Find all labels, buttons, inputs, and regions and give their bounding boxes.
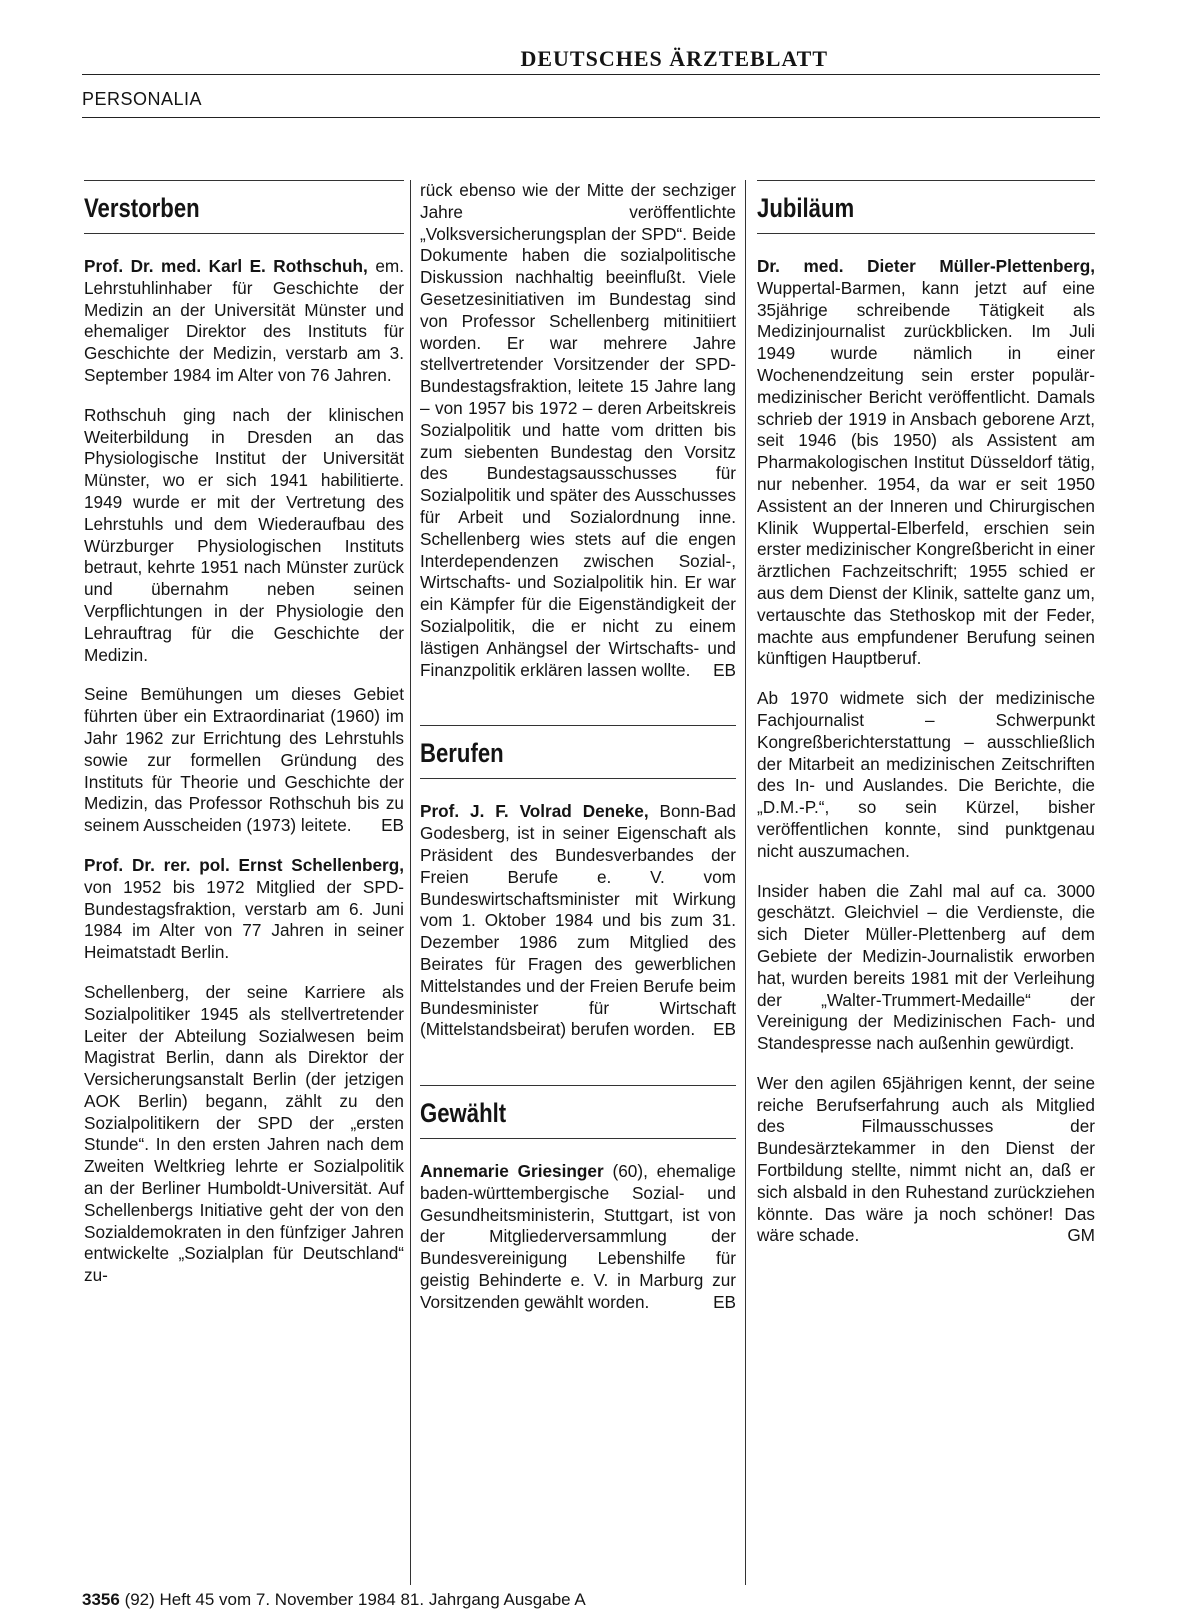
page-number: 3356 (82, 1590, 120, 1609)
paragraph-text: Bonn-Bad Godesberg, ist in seiner Eigenschaft als Präsident des Bundesverbandes der Freien Berufe e. V. vom Bundeswirtschaftsminister mit Wirkung vom 1. Oktober 1984 und bis zum 31. Dezember 1986 zum Mitglied des Beirates für Fragen des gewerblichen Mittelstandes und der Freien Berufe beim Bundesminister für Wirtschaft (Mittelstandsbeirat) berufen worden. (420, 801, 736, 1040)
section-heading: Gewählt (420, 1098, 507, 1129)
paragraph: Ab 1970 widmete sich der medizinische Fachjournalist – Schwerpunkt Kongreßberichterstattung – ausschließlich der Mitarbeit an medizinischen Zeitschriften des In- und Auslandes. Die Berichte, die „D.M.-P.“, so sein Kürzel, bisher veröffentlichen konnte, sind punktgenau nicht auszumachen. (757, 688, 1095, 861)
paragraph (757, 1073, 1095, 1247)
section-heading: Verstorben (84, 193, 200, 223)
author-signature: EB (713, 1291, 736, 1312)
anniversary-mueller-plettenberg (757, 256, 1095, 670)
person-name: Prof. Dr. med. Karl E. Rothschuh, (84, 256, 368, 276)
appointment-deneke (420, 801, 736, 1041)
paragraph-text: Seine Bemühungen um dieses Gebiet führten über ein Extraordinariat (1960) im Jahr 1962 zur Errichtung des Lehrstuhls sowie zur formellen Gründung des Instituts für Theorie und Geschichte der Medizin, das Professor Rothschuh bis zu seinem Ausscheiden (1973) leitete. (84, 684, 404, 836)
paragraph-text: Wuppertal-Barmen, kann jetzt auf eine 35jährige schreibende Tätigkeit als Medizinjournalist zurückblicken. Im Juli 1949 wurde nämlich in einer Wochenendzeitung sein erster populär-medizinischer Bericht veröffentlicht. Damals schrieb der 1919 in Ansbach geborene Arzt, seit 1946 (bis 1950) als Assistent am Pharmakologischen Institut Düsseldorf tätig, nur nebenher. 1954, da war er seit 1950 Assistent an der Inneren und Chirurgischen Klinik Wuppertal-Elberfeld, erschien sein erster medizinischer Kongreßbericht in einer ärztlichen Fachzeitschrift; 1955 schied er aus dem Dienst der Klinik, sattelte ganz um, vertauschte das Stethoskop mit der Feder, machte aus empfundener Berufung seinen künftigen Hauptberuf. (757, 277, 1095, 669)
paragraph: Schellenberg, der seine Karriere als Sozialpolitiker 1945 als stellvertretender Leiter der Abteilung Sozialwesen beim Magistrat Berlin, dann als Direktor der Versicherungsanstalt Berlin (der jetzigen AOK Berlin) begann, zählt zu den Sozialpolitikern der SPD der „ersten Stunde“. In den ersten Jahren nach dem Zweiten Weltkrieg lehrte er Sozialpolitik an der Berliner Humboldt-Universität. Auf Schellenbergs Initiative geht der von den Sozialdemokraten in den fünfziger Jahren entwickelte „Sozialplan für Deutschland“ zu- (84, 981, 404, 1286)
person-name: Annemarie Griesinger (420, 1161, 604, 1182)
column-1 (84, 180, 404, 1305)
paragraph-text: rück ebenso wie der Mitte der sechziger Jahre veröffentlichte „Volksversicherungsplan der SPD“. Beide Dokumente haben die sozialpolitische Diskussion nachhaltig beeinflußt. Viele Gesetzesinitiativen im Bundestag sind von Professor Schellenberg mitinitiiert worden. Er war mehrere Jahre stellvertretender Vorsitzender der SPD-Bundestagsfraktion, leitete 15 Jahre lang – von 1957 bis 1972 – deren Arbeitskreis Sozialpolitik und hatte vom dritten bis zum siebenten Bundestag den Vorsitz des Bundestagsausschusses für Sozialpolitik und später des Ausschusses für Arbeit und Sozialordnung inne. Schellenberg wies stets auf die engen Interdependenzen zwischen Sozial-, Wirtschafts- und Sozialpolitik hin. Er war ein Kämpfer für die Eigenständigkeit der Sozialpolitik, die er nicht zu einem lästigen Anhängsel der Wirtschafts- und Finanzpolitik erklären lassen wollte. (420, 180, 736, 680)
page-footer (82, 1590, 586, 1610)
column-2 (420, 180, 736, 1332)
paragraph-text: em. Lehrstuhlinhaber für Geschichte der Medizin an der Universität Münster und ehemaliger Direktor des Instituts für Geschichte der Medizin, verstarb am 3. September 1984 im Alter von 76 Jahren. (84, 256, 404, 385)
column-divider-2 (745, 180, 746, 1585)
heading-gewaehlt (420, 1085, 736, 1139)
obituary-rothschuh (84, 256, 404, 387)
heading-rule-bottom (84, 233, 404, 234)
paragraph (84, 684, 404, 837)
paragraph (420, 180, 736, 681)
election-griesinger (420, 1161, 736, 1314)
section-heading: Jubiläum (757, 193, 855, 223)
author-signature: EB (713, 659, 736, 680)
issue-info: (92) Heft 45 vom 7. November 1984 81. Jahrgang Ausgabe A (124, 1590, 586, 1609)
paragraph: Rothschuh ging nach der klinischen Weiterbildung in Dresden an das Physiologische Institut der Universität Münster, wo er sich 1941 habilitierte. 1949 wurde er mit der Vertretung des Lehrstuhls und dem Wiederaufbau des Würzburger Physiologischen Instituts betraut, kehrte 1951 nach Münster zurück und übernahm neben seinen Verpflichtungen in der Physiologie den Lehrauftrag für die Geschichte der Medizin. (84, 404, 404, 665)
paragraph-text: Wer den agilen 65jährigen kennt, der seine reiche Berufserfahrung auch als Mitglied des Filmausschusses der Bundesärztekammer in den Dienst der Fortbildung stellte, nimmt nicht an, daß er sich alsbald in den Ruhestand zurückziehen könnte. Das wäre ja noch schöner! Das wäre schade. (757, 1072, 1095, 1246)
author-signature: EB (713, 1019, 736, 1040)
person-name: Dr. med. Dieter Müller-Plettenberg, (757, 256, 1095, 276)
heading-rule-bottom (757, 233, 1095, 234)
paragraph-text: (60), ehemalige baden-württembergische Sozial- und Gesundheitsministerin, Stuttgart, ist von der Mitgliederversammlung der Bundesvereinigung Lebenshilfe für geistig Behinderte e. V. in Marburg zur Vorsitzenden gewählt worden. (420, 1161, 736, 1312)
heading-jubilaeum (757, 180, 1095, 234)
heading-rule-top (84, 180, 404, 181)
author-signature: GM (1067, 1225, 1095, 1246)
heading-verstorben (84, 180, 404, 234)
section-rule (82, 117, 1100, 118)
heading-rule-top (757, 180, 1095, 181)
masthead: DEUTSCHES ÄRZTEBLATT (520, 46, 828, 71)
heading-rule-bottom (420, 778, 736, 779)
author-signature: EB (381, 815, 404, 836)
heading-rule-top (420, 725, 736, 726)
heading-rule-bottom (420, 1138, 736, 1139)
paragraph: Insider haben die Zahl mal auf ca. 3000 geschätzt. Gleichviel – die Verdienste, die sich Dieter Müller-Plettenberg auf dem Gebiete der Medizin-Journalistik erworben hat, wurden bereits 1981 mit der Verleihung der „Walter-Trummert-Medaille“ der Vereinigung der Medizinischen Fach- und Standespresse nach außenhin gewürdigt. (757, 880, 1095, 1054)
heading-berufen (420, 725, 736, 779)
person-name: Prof. J. F. Volrad Deneke, (420, 801, 649, 822)
masthead-rule (82, 74, 1100, 75)
section-heading: Berufen (420, 738, 504, 769)
person-name: Prof. Dr. rer. pol. Ernst Schellenberg, (84, 854, 404, 875)
paragraph-text: von 1952 bis 1972 Mitglied der SPD-Bundestagsfraktion, verstarb am 6. Juni 1984 im Alter von 77 Jahren in seiner Heimatstadt Berlin. (84, 876, 404, 963)
obituary-schellenberg (84, 855, 404, 964)
section-label: PERSONALIA (82, 89, 203, 109)
column-3 (757, 180, 1095, 1265)
column-divider-1 (410, 180, 411, 1585)
heading-rule-top (420, 1085, 736, 1086)
